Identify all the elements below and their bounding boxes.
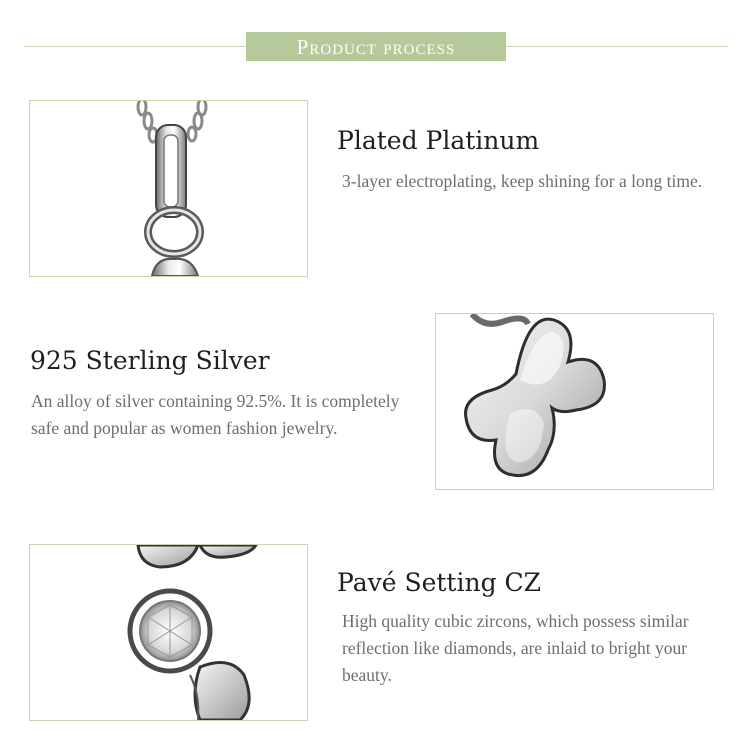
header-rule-left [24, 46, 246, 47]
feature-title-sterling-silver: 925 Sterling Silver [30, 346, 270, 375]
feature-description-pave-setting-cz: High quality cubic zircons, which possess similar reflection like diamonds, are inlaid to bright your beauty. [342, 611, 689, 685]
feature-title-plated-platinum: Plated Platinum [337, 126, 540, 155]
feature-description-plated-platinum: 3-layer electroplating, keep shining for a long time. [342, 171, 703, 191]
section-banner: Product process [246, 32, 506, 61]
silver-butterfly-pendant-image [435, 313, 714, 490]
feature-description-sterling-silver: An alloy of silver containing 92.5%. It is completely safe and popular as women fashion jewelry. [31, 391, 400, 438]
necklace-chain-clasp-image [29, 100, 308, 277]
header-rule-right [506, 46, 728, 47]
cz-stone-setting-image [29, 544, 308, 721]
feature-title-pave-setting-cz: Pavé Setting CZ [337, 568, 542, 597]
